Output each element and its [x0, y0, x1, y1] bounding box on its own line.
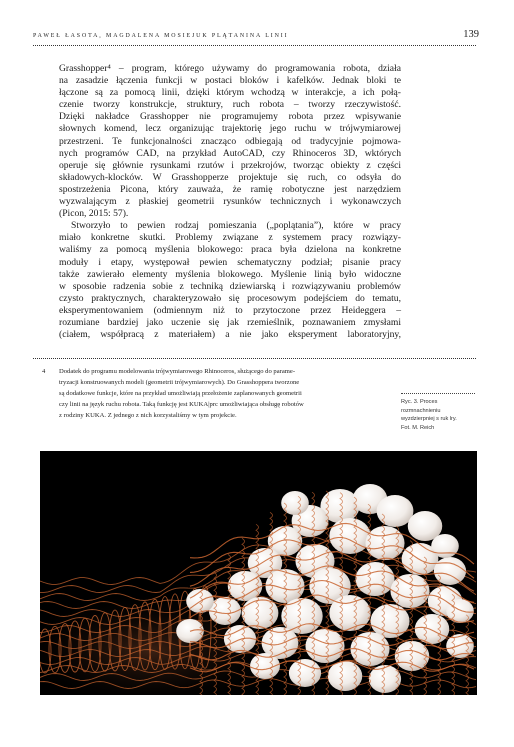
footnote-line: z rodziny KUKA. Z jednego z nich korzystaliśmy w tym projekcie.: [59, 412, 237, 419]
text-line: przestrzeni. Te funkcjonalności znacząco odbiegają od tradycyjnie pojmowa-: [59, 135, 401, 147]
caption-line: Ryc. 3. Proces: [401, 399, 438, 405]
text-line: czenie tworzy konstrukcje, struktury, ruch robota – tworzy rzeczywistość.: [59, 99, 401, 111]
balloon: [377, 495, 414, 527]
text-line: Grasshopper⁴ – program, którego używamy do programowania robota, działa: [59, 63, 401, 74]
balloon: [305, 629, 344, 663]
text-line: w sposobie radzenia sobie z techniką dziewiarską i rozwiązywaniu problemów: [59, 280, 401, 292]
text-line: czysto praktycznych, charakteryzowało się procesowym podejściem do tematu,: [59, 292, 401, 304]
footnote-line: Dodatek do programu modelowania trójwymiarowego Rhinoceros, służącego do parame-: [59, 368, 296, 375]
balloon: [328, 661, 363, 691]
balloon: [365, 526, 404, 560]
text-line: składowych-klocków. W Grasshopperze projektuje się ruch, co odsyła do: [59, 171, 401, 183]
text-line: nych programów CAD, na przykład AutoCAD, czy Rhinoceros 3D, wktórych: [59, 147, 401, 159]
text-line: miało konkretne skutki. Problemy związane z systemem pracy rozwiązy-: [59, 232, 401, 244]
footnote-number: 4: [42, 368, 46, 375]
text-line: spostrzeżenia Picona, który zauważa, że ramię robotyczne jest narzędziem: [59, 183, 401, 195]
balloon: [228, 571, 263, 601]
main-text: [59, 63, 401, 341]
text-line: słownych komend, lecz organizując trajektorię jego ruchu w trójwymiarowej: [59, 123, 401, 135]
text-line: (Picon, 2015: 57).: [59, 208, 129, 220]
running-head: [33, 29, 479, 43]
text-line: operuje się głównie rysunkami rzutów i przekrojów, tworząc obiekty z części: [59, 159, 401, 171]
page-number: 139: [463, 29, 479, 40]
header-divider: [33, 45, 476, 46]
text-line: łączone są za pomocą linii, dzięki którym wchodzą w interakcje, a ich połą-: [59, 87, 401, 99]
text-line: moduły i etapy, występował pewien schematyczny podział; pisanie pracy: [59, 256, 401, 268]
text-line: na zasadzie łączenia funkcji w postaci bloków i kafelków. Jednak bloki te: [59, 75, 401, 87]
paragraph-1: [59, 63, 401, 220]
caption-divider: [401, 393, 475, 394]
footnote-line: są dodatkowe funkcje, które na przykład umożliwiają przełożenie zaplanowanych geometrii: [59, 390, 302, 397]
text-line: (ciałem, współpracą z materiałem) a nie jako eksperyment laboratoryjny,: [59, 329, 401, 341]
footnote-text: [59, 366, 399, 421]
text-line: eksperymentowaniem (odmiennym niż to przytoczone przez Heideggera –: [59, 304, 401, 316]
caption-line: wyzdzierpniej s ruk lry.: [401, 416, 457, 422]
text-line: Dzięki nakładce Grasshopper nie programujemy robota przez wpisywanie: [59, 111, 401, 123]
text-line: Stworzyło to pewien rodzaj pomieszania („poplątania”), które w pracy: [71, 220, 401, 232]
balloon: [431, 534, 459, 558]
text-line: waliśmy za pomocą myślenia blokowego: praca była dzielona na konkretne: [59, 244, 401, 256]
caption-line: Fot. M. Reich: [401, 424, 435, 431]
caption-line: rozmnachnieniu: [401, 407, 441, 414]
text-line: także zawierało elementy myślenia blokowego. Myślenie linią było widoczne: [59, 268, 401, 280]
figure-caption: [401, 398, 481, 432]
photograph: [40, 451, 477, 695]
photo-illustration: [40, 451, 477, 695]
text-line: wyzwalającym z płaskiej geometrii rysunków technicznych i wykonawczych: [59, 196, 401, 208]
footnote-divider: [33, 358, 476, 359]
balloon: [355, 562, 394, 596]
footnote-line: tryzacji konstruowanych modeli (geometrii trójwymiarowych). Do Grasshoppera tworzone: [59, 379, 300, 386]
footnote-line: czy linii na język ruchu robota. Taką funkcję jest KUKA|prc umożliwiająca obsługę robotów: [59, 401, 304, 408]
balloon: [281, 491, 309, 515]
running-title: PAWEŁ ŁASOTA, MAGDALENA MOSIEJUK PLĄTANINA LINII: [33, 33, 289, 39]
text-line: rozumiane bardziej jako uczenie się jak rzemieślnik, poznawaniem zmysłami: [59, 316, 401, 328]
paragraph-2: [59, 220, 401, 341]
balloon: [390, 574, 429, 608]
balloon: [329, 595, 370, 631]
balloon: [289, 659, 321, 687]
